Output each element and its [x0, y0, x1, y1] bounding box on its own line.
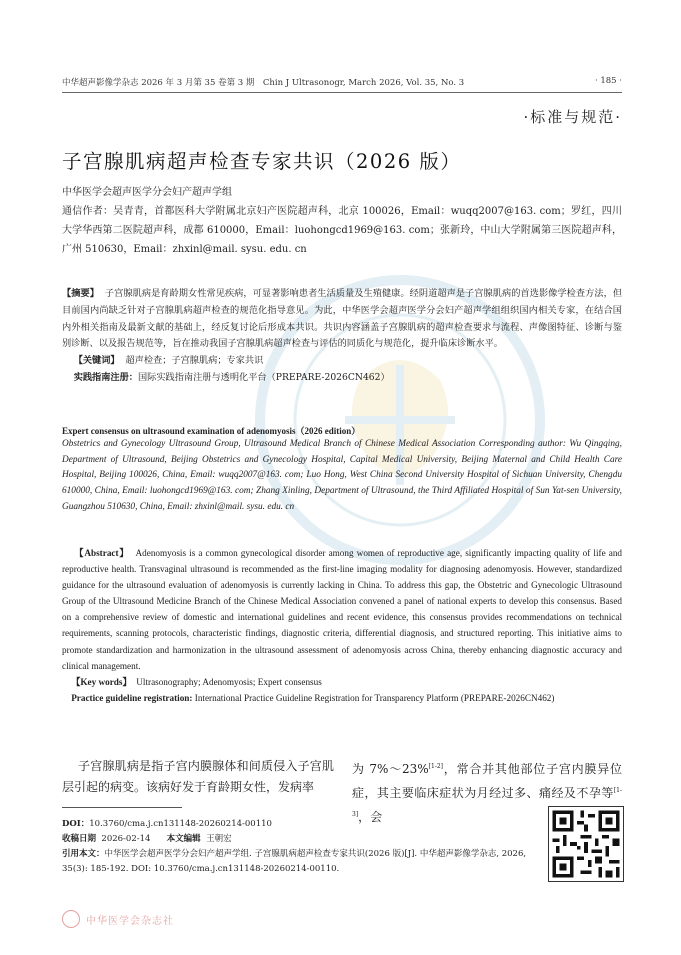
abstract-label: 【摘要】 — [62, 288, 99, 299]
publisher-emblem-icon — [62, 910, 80, 928]
body-text-right-2: ，常合并其他部位子宫内膜异位症，其主要临床症状为月经过多、痛经及不孕等 — [352, 762, 622, 800]
cite-label: 引用本文： — [62, 849, 105, 859]
section-tag: ·标准与规范· — [523, 108, 622, 126]
publisher-logo — [62, 910, 174, 928]
english-title: Expert consensus on ultrasound examination of adenomyosis（2026 edition） — [62, 426, 361, 436]
qr-code-icon[interactable] — [548, 806, 624, 882]
en-registration-text: International Practice Guideline Registration for Transparency Platform (PREPARE-2026CN462) — [194, 692, 555, 703]
english-affiliation-text: Obstetrics and Gynecology Ultrasound Group, Ultrasound Medical Branch of Chinese Medical Association Corresponding author: Wu Qingqing, Department of Ultrasound, Beijing Obstetrics and Gynecology Hospital, Capital Medical University, Beijing Maternal and Child Health Care Hospital, Beijing 100026, China, Email: wuqq2007@163. com; Luo Hong, West China Second University Hospital of Sichuan University, Chengdu 610000, China, Email: luohongcd1969@163. com; Zhang Xinling, Department of Ultrasound, the Third Affiliated Hospital of Sun Yat-sen University, Guangzhou 510630, China, Email: zhxinl@mail. sysu. edu. cn — [62, 439, 622, 512]
running-header — [62, 76, 622, 88]
author-group: 中华医学会超声医学分会妇产超声学组 — [62, 187, 232, 198]
doi-link[interactable]: 10.3760/cma.j.cn131148-20260214-00110 — [89, 819, 272, 829]
publisher-name: 中华医学会杂志社 — [86, 915, 174, 927]
en-keywords-label: 【Key words】 — [71, 676, 132, 687]
received-date: 2026-02-14 — [101, 834, 151, 844]
english-abstract — [62, 545, 622, 706]
page-number: · 185 · — [594, 76, 622, 86]
article-title: 子宫腺肌病超声检查专家共识（2026 版） — [62, 150, 462, 173]
journal-citation: 中华超声影像学杂志 2026 年 3 月第 35 卷第 3 期 Chin J Ultrasonogr, March 2026, Vol. 35, No. 3 — [62, 78, 465, 88]
footnotes — [62, 817, 532, 877]
en-abstract-text: Adenomyosis is a common gynecological disorder among women of reproductive age, significantly impacting quality of life and reproductive health. Transvaginal ultrasound is recommended as the first-line imaging modality for diagnosing adenomyosis. However, standardized guidance for the ultrasound evaluation of adenomyosis is currently lacking in China. To address this gap, the Obstetric and Gynecologic Ultrasound Group of the Ultrasound Medicine Branch of the Chinese Medical Association convened a panel of national experts to develop this consensus. Based on a comprehensive review of domestic and international guidelines and recent evidence, this consensus provides recommendations on technical requirements, scanning protocols, characteristic findings, diagnostic criteria, differential diagnosis, and structured reporting. This initiative aims to promote standardization and harmonization in the ultrasound assessment of adenomyosis across China, thereby enhancing diagnostic accuracy and clinical management. — [62, 548, 623, 671]
body-text-right-3: ，会 — [358, 810, 383, 824]
author-block — [62, 183, 622, 259]
citation-ref: [1-2] — [428, 763, 444, 770]
keywords-label: 【关键词】 — [73, 355, 120, 367]
english-affiliation — [62, 437, 622, 516]
corresponding-authors: 通信作者：吴青青，首都医科大学附属北京妇产医院超声科，北京 100026，Email：wuqq2007@163. com；罗红，四川大学华西第二医院超声科，成都 610000，Email：luohongcd1969@163. com；张新玲，中山大学附属第三医院超声科，广州 510630，Email：zhxinl@mail. sysu. edu. cn — [62, 206, 622, 255]
keywords-text: 超声检查；子宫腺肌病；专家共识 — [125, 355, 264, 367]
citation-ref: [1-3] — [352, 787, 622, 818]
en-keywords-text: Ultrasonography; Adenomyosis; Expert consensus — [136, 676, 322, 687]
doi-label: DOI： — [62, 819, 90, 829]
editor-label: 本文编辑 — [166, 834, 201, 844]
chinese-abstract — [62, 286, 622, 387]
registration-label: 实践指南注册： — [73, 371, 138, 383]
en-registration-label: Practice guideline registration: — [71, 692, 193, 703]
body-text-right-1: 为 7%～23% — [352, 762, 429, 776]
received-label: 收稿日期 — [62, 834, 97, 844]
footnote-rule — [62, 807, 182, 808]
editor-name: 王朝宏 — [206, 834, 232, 844]
abstract-text: 子宫腺肌病是育龄期女性常见疾病，可显著影响患者生活质量及生殖健康。经阴道超声是子宫腺肌病的首选影像学检查方法，但目前国内尚缺乏针对子宫腺肌病超声检查的规范化指导意见。为此，中华医学会超声医学分会妇产超声学组组织国内相关专家，在结合国内外相关指南及最新文献的基础上，经反复讨论后形成本共识。共识内容涵盖子宫腺肌病的超声检查要求与流程、声像图特征、诊断与鉴别诊断、以及报告规范等，旨在推动我国子宫腺肌病超声检查与评估的同质化与规范化，提升临床诊断水平。 — [62, 288, 623, 350]
body-column-left — [62, 756, 334, 798]
en-abstract-label: 【Abstract】 — [74, 548, 130, 558]
body-text-left: 子宫腺肌病是指子宫内膜腺体和间质侵入子宫肌层引起的病变。该病好发于育龄期女性，发病率 — [62, 759, 334, 794]
header-rule — [62, 92, 622, 93]
registration-text: 国际实践指南注册与透明化平台（PREPARE-2026CN462） — [138, 371, 390, 383]
cite-text: 中华医学会超声医学分会妇产超声学组. 子宫腺肌病超声检查专家共识(2026 版)[J]. 中华超声影像学杂志, 2026, 35(3): 185-192. DOI: 10.3760/cma.j.cn131148-20260214-00110. — [62, 849, 527, 874]
